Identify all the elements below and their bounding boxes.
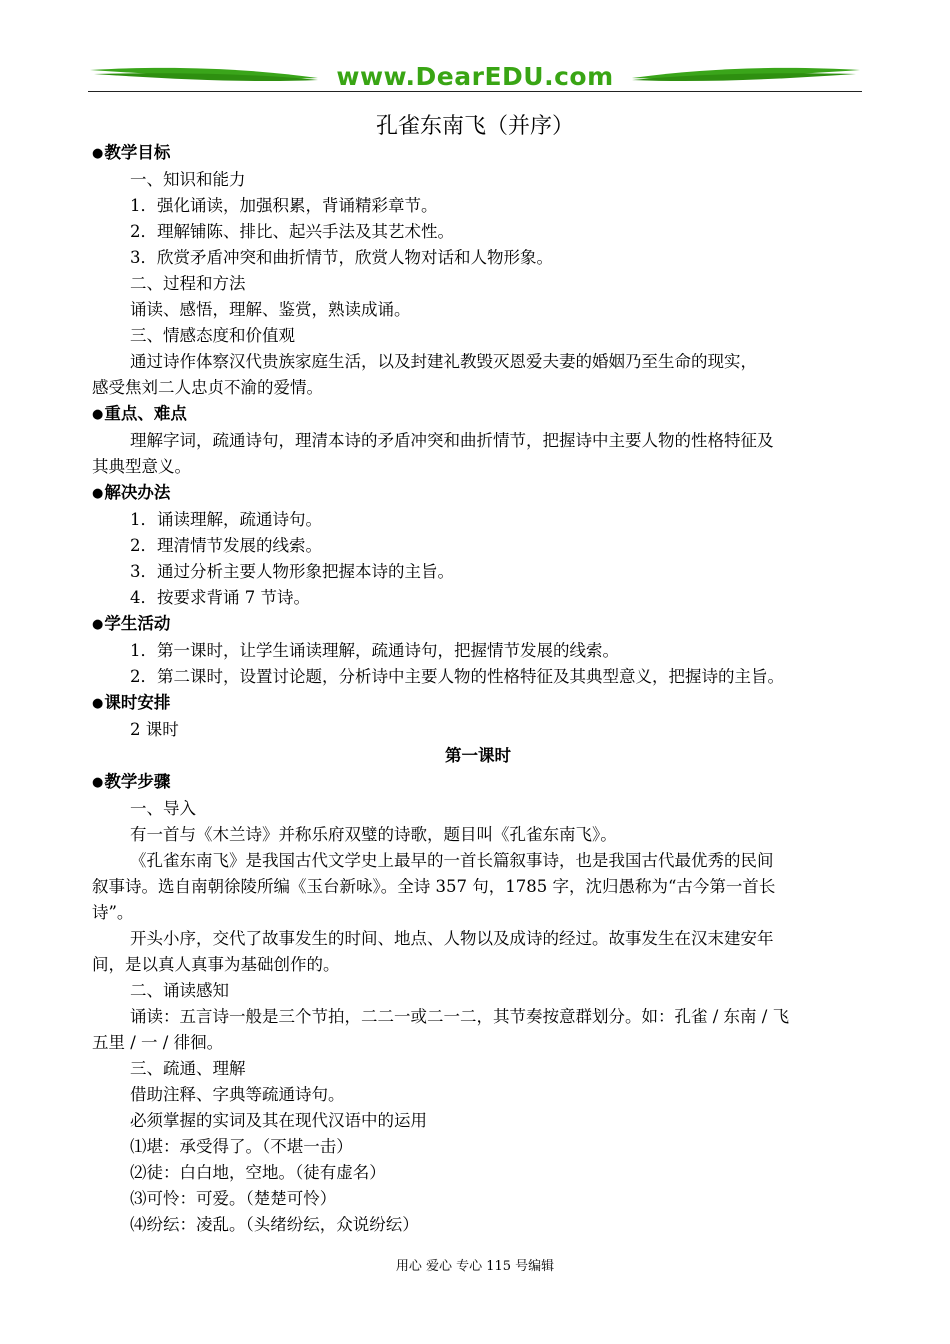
bullet-icon: ● bbox=[92, 617, 104, 632]
text-line: 感受焦刘二人忠贞不渝的爱情。 bbox=[92, 378, 323, 397]
text-line: 2．理解铺陈、排比、起兴手法及其艺术性。 bbox=[130, 222, 454, 241]
text-line: 3．欣赏矛盾冲突和曲折情节，欣赏人物对话和人物形象。 bbox=[130, 248, 553, 267]
section-heading bbox=[92, 611, 864, 638]
section-heading-text: 学生活动 bbox=[104, 614, 171, 633]
text-line: 必须掌握的实词及其在现代汉语中的运用 bbox=[130, 1111, 427, 1130]
text-line: 诗”。 bbox=[92, 903, 134, 922]
section-heading bbox=[92, 769, 864, 796]
text-line: 二、诵读感知 bbox=[130, 981, 229, 1000]
text-line: ⑶可怜：可爱。（楚楚可怜） bbox=[130, 1189, 337, 1208]
text-line: 三、疏通、理解 bbox=[130, 1059, 246, 1078]
text-line: 一、知识和能力 bbox=[130, 170, 246, 189]
text-line: 2．第二课时，设置讨论题，分析诗中主要人物的性格特征及其典型意义，把握诗的主旨。 bbox=[130, 667, 784, 686]
text-line: 理解字词，疏通诗句，理清本诗的矛盾冲突和曲折情节，把握诗中主要人物的性格特征及 bbox=[130, 431, 774, 450]
bullet-icon: ● bbox=[92, 775, 104, 790]
section-heading bbox=[92, 690, 864, 717]
lesson-subheading: 第一课时 bbox=[445, 746, 511, 765]
text-line: 《孔雀东南飞》是我国古代文学史上最早的一首长篇叙事诗，也是我国古代最优秀的民间 bbox=[130, 851, 774, 870]
text-line: 借助注释、字典等疏通诗句。 bbox=[130, 1085, 345, 1104]
text-line: 2．理清情节发展的线索。 bbox=[130, 536, 322, 555]
text-line: 三、情感态度和价值观 bbox=[130, 326, 295, 345]
bullet-icon: ● bbox=[92, 696, 104, 711]
text-line: 1．强化诵读，加强积累，背诵精彩章节。 bbox=[130, 196, 438, 215]
text-line: 1．第一课时，让学生诵读理解，疏通诗句，把握情节发展的线索。 bbox=[130, 641, 619, 660]
text-line: 开头小序，交代了故事发生的时间、地点、人物以及成诗的经过。故事发生在汉末建安年 bbox=[130, 929, 774, 948]
text-line: ⑴堪：承受得了。（不堪一击） bbox=[130, 1137, 353, 1156]
section-heading-text: 重点、难点 bbox=[104, 404, 187, 423]
bullet-icon: ● bbox=[92, 146, 104, 161]
text-line: 4．按要求背诵 7 节诗。 bbox=[130, 588, 310, 607]
text-line: 五里 / 一 / 徘徊。 bbox=[92, 1033, 224, 1052]
text-line: 其典型意义。 bbox=[92, 457, 191, 476]
text-line: ⑷纷纭：凌乱。（头绪纷纭，众说纷纭） bbox=[130, 1215, 419, 1234]
text-line: 叙事诗。选自南朝徐陵所编《玉台新咏》。全诗 357 句，1785 字，沈归愚称为“古今第一首长 bbox=[92, 877, 776, 896]
text-line: 二、过程和方法 bbox=[130, 274, 246, 293]
section-heading bbox=[92, 480, 864, 507]
text-line: 通过诗作体察汉代贵族家庭生活，以及封建礼教毁灭恩爱夫妻的婚姻乃至生命的现实， bbox=[130, 352, 757, 371]
section-heading bbox=[92, 401, 864, 428]
text-line: 3．通过分析主要人物形象把握本诗的主旨。 bbox=[130, 562, 454, 581]
text-line: ⑵徒：白白地，空地。（徒有虚名） bbox=[130, 1163, 386, 1182]
document-body bbox=[92, 140, 864, 1238]
document-title: 孔雀东南飞（并序） bbox=[375, 114, 574, 139]
bullet-icon: ● bbox=[92, 407, 104, 422]
section-heading-text: 教学目标 bbox=[104, 143, 171, 162]
text-line: 有一首与《木兰诗》并称乐府双璧的诗歌，题目叫《孔雀东南飞》。 bbox=[130, 825, 617, 844]
site-logo[interactable]: www.DearEDU.com bbox=[336, 62, 614, 91]
section-heading-text: 教学步骤 bbox=[104, 772, 171, 791]
text-line: 一、导入 bbox=[130, 799, 196, 818]
section-heading bbox=[92, 140, 864, 167]
header-divider bbox=[88, 91, 862, 92]
site-header-banner bbox=[88, 58, 862, 98]
page-footer: 用心 爱心 专心 115 号编辑 bbox=[395, 1259, 555, 1274]
bullet-icon: ● bbox=[92, 486, 104, 501]
text-line: 诵读、感悟，理解、鉴赏，熟读成诵。 bbox=[130, 300, 411, 319]
text-line: 间，是以真人真事为基础创作的。 bbox=[92, 955, 340, 974]
text-line: 1．诵读理解，疏通诗句。 bbox=[130, 510, 322, 529]
section-heading-text: 课时安排 bbox=[104, 693, 171, 712]
text-line: 诵读：五言诗一般是三个节拍，二二一或二一二，其节奏按意群划分。如：孔雀 / 东南 / 飞 bbox=[130, 1007, 790, 1026]
section-heading-text: 解决办法 bbox=[104, 483, 171, 502]
text-line: 2 课时 bbox=[130, 720, 179, 739]
